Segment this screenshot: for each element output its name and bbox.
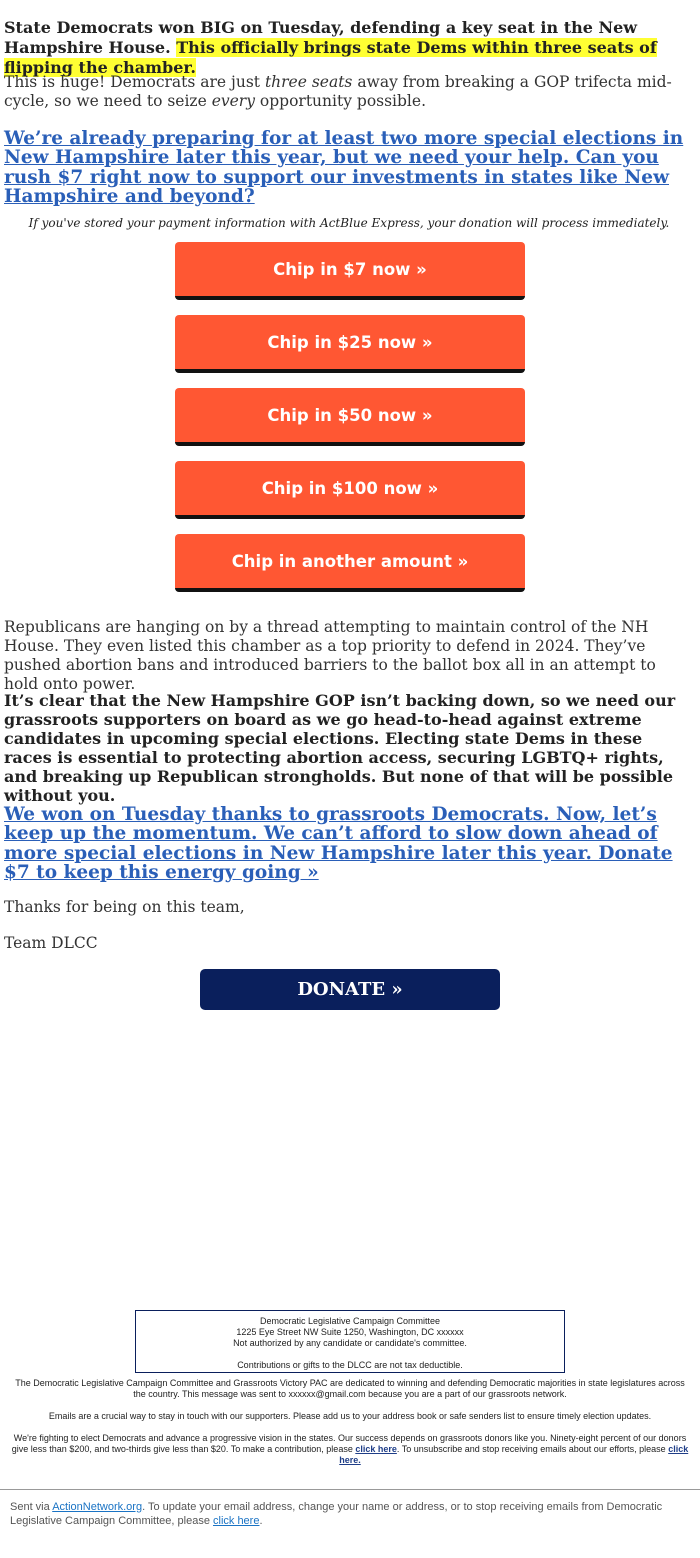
- thanks-line: Thanks for being on this team,: [4, 898, 245, 916]
- won-paragraph: [4, 805, 692, 882]
- chip-in-other-button[interactable]: Chip in another amount »: [175, 534, 525, 592]
- gop-paragraph: It’s clear that the New Hampshire GOP isn’t backing down, so we need our grassroots supporters on board as we go head-to-head against extreme candidates in upcoming special elections. Electing state Dems in these races is essential to protecting abortion access, securing LGBTQ+ rights, and breaking up Republican strongholds. But none of that will be possible without you.: [4, 691, 676, 805]
- sent-via-note: [10, 1500, 690, 1528]
- huge-text-2: away from breaking a GOP trifecta mid-cycle, so we need to seize: [4, 73, 672, 110]
- huge-paragraph: [4, 73, 692, 111]
- footer-divider: [0, 1489, 700, 1490]
- huge-em-2: every: [211, 92, 255, 110]
- footer-emails-note: Emails are a crucial way to stay in touch with our supporters. Please add us to your address book or safe senders list to ensure timely election updates.: [48, 1411, 652, 1421]
- chip-in-50-button[interactable]: Chip in $50 now »: [175, 388, 525, 446]
- huge-em-1: three seats: [264, 73, 353, 91]
- intro-highlight: This officially brings state Dems within three seats of flipping the chamber.: [4, 38, 657, 77]
- update-preferences-link[interactable]: click here: [213, 1515, 260, 1527]
- intro-paragraph: [4, 18, 692, 78]
- sent-prefix: Sent via: [10, 1501, 53, 1513]
- intro-lead: State Democrats won BIG on Tuesday, defending a key seat in the New Hampshire House.: [4, 18, 638, 57]
- won-donate-link[interactable]: We won on Tuesday thanks to grassroots Democrats. Now, let’s keep up the momentum. We can’t afford to slow down ahead of more special elections in New Hampshire later this year. Donate $7 to keep this energy going »: [4, 804, 673, 883]
- footer-fighting: [8, 1433, 692, 1466]
- contribute-link[interactable]: click here: [355, 1444, 397, 1454]
- footer-address: 1225 Eye Street NW Suite 1250, Washington, DC xxxxxx: [236, 1327, 464, 1337]
- signoff: Team DLCC: [4, 934, 98, 952]
- footer-mission: The Democratic Legislative Campaign Committee and Grassroots Victory PAC are dedicated to winning and defending Democratic majorities in state legislatures across the country. This message was sent to xxxxxx@gmail.com because you are a part of our grassroots network.: [15, 1378, 685, 1399]
- ask-paragraph: [4, 129, 692, 206]
- huge-text-3: opportunity possible.: [254, 92, 426, 110]
- unsubscribe-link[interactable]: click here.: [339, 1444, 689, 1465]
- chip-in-100-button[interactable]: Chip in $100 now »: [175, 461, 525, 519]
- footer-disclaimer-box: [135, 1310, 565, 1373]
- ask-donate-link[interactable]: We’re already preparing for at least two more special elections in New Hampshire later this year, but we need your help. Can you rush $7 right now to support our investments in states like New Hampshire and beyond?: [4, 128, 684, 207]
- sent-middle: . To update your email address, change your name or address, or to stop receiving emails from Democratic Legislative Campaign Committee, please: [10, 1501, 663, 1527]
- sent-suffix: .: [259, 1515, 263, 1527]
- donate-button[interactable]: DONATE »: [200, 969, 500, 1010]
- footer-tax-note: Contributions or gifts to the DLCC are not tax deductible.: [237, 1360, 463, 1370]
- chip-in-7-button[interactable]: Chip in $7 now »: [175, 242, 525, 300]
- footer-org: Democratic Legislative Campaign Committee: [259, 1316, 441, 1326]
- huge-text-1: This is huge! Democrats are just: [4, 73, 265, 91]
- actblue-express-note: If you've stored your payment information with ActBlue Express, your donation will process immediately.: [28, 216, 670, 230]
- footer-fighting-text: We're fighting to elect Democrats and advance a progressive vision in the states. Our success depends on grassroots donors like you. Ninety-eight percent of our donors give less than $200, and two-thirds give less than $20. To make a contribution, please: [11, 1433, 687, 1454]
- footer-not-authorized: Not authorized by any candidate or candidate's committee.: [233, 1338, 467, 1348]
- republicans-paragraph: Republicans are hanging on by a thread attempting to maintain control of the NH House. They even listed this chamber as a top priority to defend in 2024. They’ve pushed abortion bans and introduced barriers to the ballot box all in an attempt to hold onto power.: [4, 618, 656, 693]
- actionnetwork-link[interactable]: ActionNetwork.org: [52, 1501, 143, 1513]
- footer-fighting-text-2: . To unsubscribe and stop receiving emails about our efforts, please: [396, 1444, 669, 1454]
- chip-in-25-button[interactable]: Chip in $25 now »: [175, 315, 525, 373]
